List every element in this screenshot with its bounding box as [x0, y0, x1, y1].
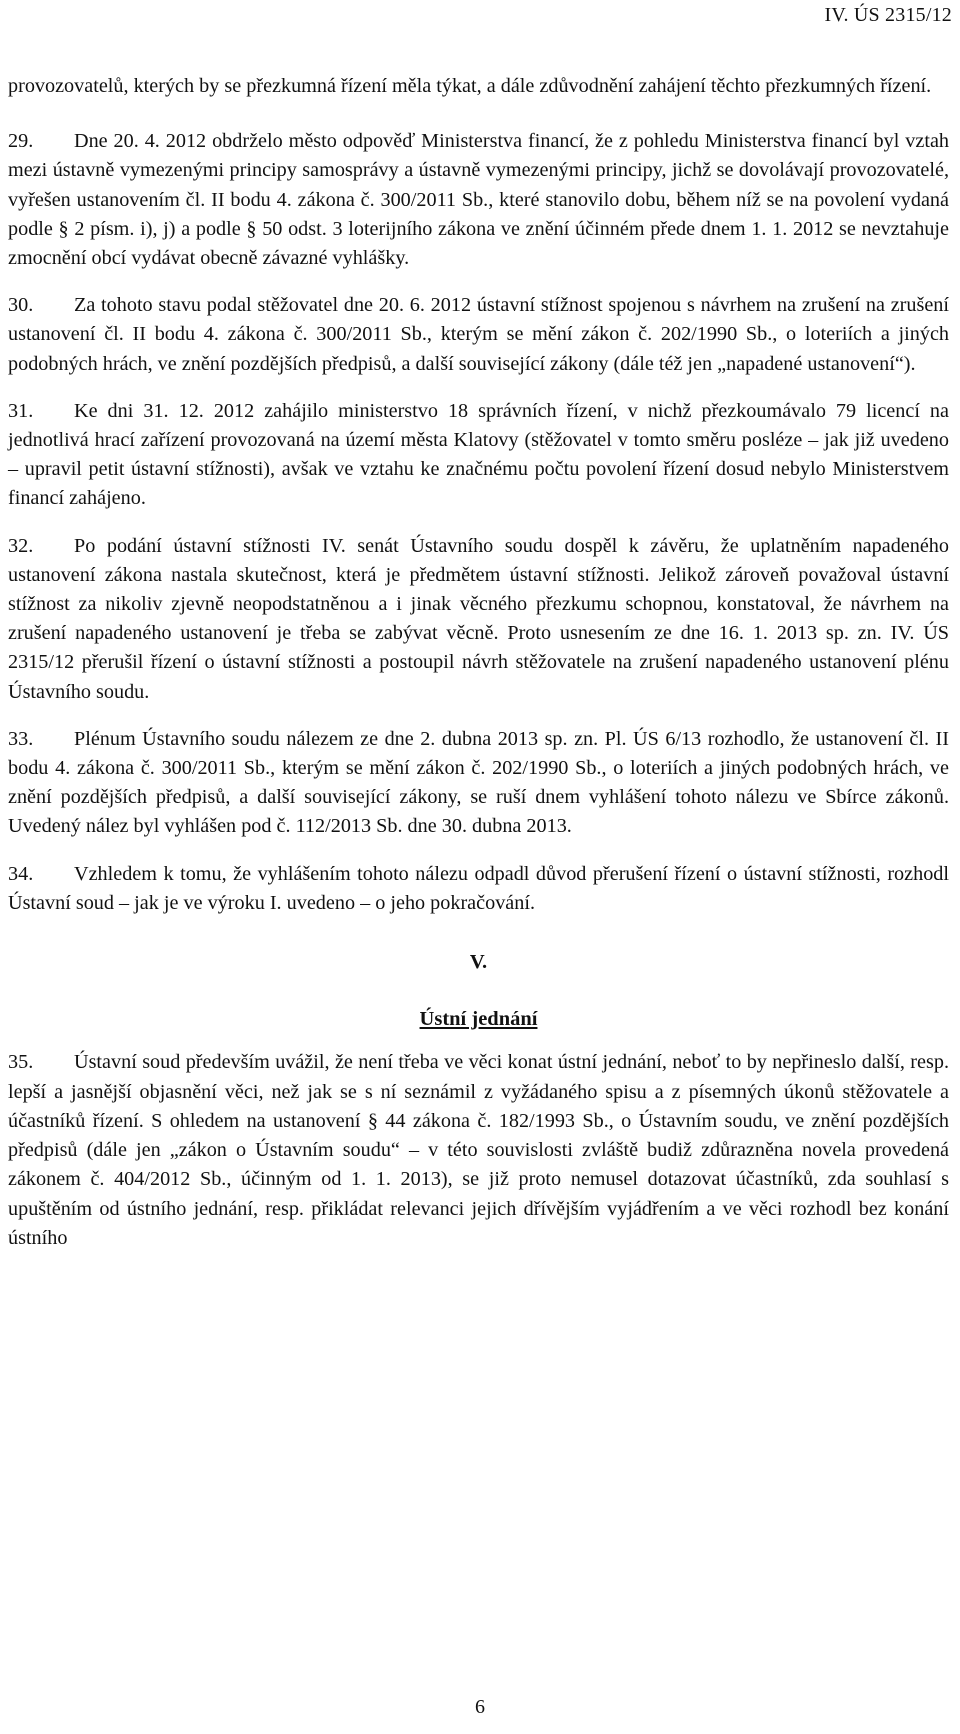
paragraph-29 [8, 127, 949, 273]
paragraph-number: 34. [8, 862, 34, 885]
paragraph-text: Vzhledem k tomu, že vyhlášením tohoto nálezu odpadl důvod přerušení řízení o ústavní stížnosti, rozhodl Ústavní soud – jak je ve výroku I. uvedeno – o jeho pokračování. [8, 862, 949, 914]
paragraph-number: 30. [8, 294, 34, 317]
paragraph-number: 35. [8, 1051, 34, 1074]
paragraph-number: 29. [8, 130, 34, 153]
paragraph-32 [8, 532, 949, 707]
page-number: 6 [475, 1696, 485, 1718]
case-reference: IV. ÚS 2315/12 [824, 4, 952, 26]
paragraph-number: 33. [8, 727, 34, 750]
paragraph-30 [8, 291, 949, 379]
paragraph-text: Po podání ústavní stížnosti IV. senát Ústavního soudu dospěl k závěru, že uplatněním napadeného ustanovení zákona nastala skutečnost, která je předmětem ústavní stížnosti. Jelikož zároveň považoval ústavní stížnost za nikoliv zjevně neopodstatněnou a i jinak věcného přezkumu schopnou, konstatoval, že návrhem na zrušení napadeného ustanovení je třeba se zabývat věcně. Proto usnesením ze dne 16. 1. 2013 sp. zn. IV. ÚS 2315/12 přerušil řízení o ústavní stížnosti a postoupil návrh stěžovatele na zrušení napadeného ustanovení plénu Ústavního soudu. [8, 534, 949, 703]
paragraph-text: provozovatelů, kterých by se přezkumná řízení měla týkat, a dále zdůvodnění zahájení těchto přezkumných řízení. [8, 75, 932, 97]
paragraph-number: 31. [8, 399, 34, 422]
paragraph-text: Ke dni 31. 12. 2012 zahájilo ministerstvo 18 správních řízení, v nichž přezkoumávalo 79 licencí na jednotlivá hrací zařízení provozovaná na území města Klatovy (stěžovatel v tomto směru posléze – jak již uvedeno – upravil petit ústavní stížnosti), avšak ve vztahu ke značnému počtu povolení řízení dosud nebylo Ministerstvem financí zahájeno. [8, 399, 949, 510]
paragraph-33 [8, 725, 949, 842]
section-title: Ústní jednání [419, 1008, 538, 1031]
paragraph-35 [8, 1048, 949, 1252]
document-body [8, 72, 949, 1271]
paragraph-text: Ústavní soud především uvážil, že není třeba ve věci konat ústní jednání, neboť to by nepřineslo další, resp. lepší a jasnější objasnění věci, než jak se s ní seznámil z vyžádaného spisu a z písemných úkonů stěžovatele a účastníků řízení. S ohledem na ustanovení § 44 zákona č. 182/1993 Sb., o Ústavním soudu, ve znění pozdějších předpisů (dále jen „zákon o Ústavním soudu“ – v této souvislosti zvláště budiž zdůrazněna novela provedená zákonem č. 404/2012 Sb., účinným od 1. 1. 2013), se již proto nemusel dotazovat účastníků, zda souhlasí s upuštěním od ústního jednání, resp. přikládat relevanci jejich dřívějším vyjádřením a ve věci rozhodl bez konání ústního [8, 1051, 949, 1249]
paragraph-34 [8, 860, 949, 918]
paragraph-31 [8, 397, 949, 514]
paragraph-text: Za tohoto stavu podal stěžovatel dne 20. 6. 2012 ústavní stížnost spojenou s návrhem na zrušení na zrušení ustanovení čl. II bodu 4. zákona č. 300/2011 Sb., kterým se mění zákon č. 202/1990 Sb., o loteriích a jiných podobných hrách, ve znění pozdějších předpisů, a další související zákony (dále též jen „napadené ustanovení“). [8, 294, 949, 375]
paragraph-text: Plénum Ústavního soudu nálezem ze dne 2. dubna 2013 sp. zn. Pl. ÚS 6/13 rozhodlo, že ustanovení čl. II bodu 4. zákona č. 300/2011 Sb., kterým se mění zákon č. 202/1990 Sb., o loteriích a jiných podobných hrách, ve znění pozdějších předpisů, a další související zákony, se ruší dnem vyhlášení tohoto nálezu ve Sbírce zákonů. Uvedený nález byl vyhlášen pod č. 112/2013 Sb. dne 30. dubna 2013. [8, 727, 949, 838]
paragraph-continuation [8, 72, 949, 101]
section-number: V. [469, 951, 488, 974]
paragraph-number: 32. [8, 534, 34, 557]
paragraph-text: Dne 20. 4. 2012 obdrželo město odpověď Ministerstva financí, že z pohledu Ministerstva financí byl vztah mezi ústavně vymezenými principy samosprávy a ústavně vymezenými principy, jichž se dovolávají provozovatelé, vyřešen ustanovením čl. II bodu 4. zákona č. 300/2011 Sb., které stanovilo dobu, během níž se na povolení vydaná podle § 2 písm. i), j) a podle § 50 odst. 3 loterijního zákona ve znění účinném přede dnem 1. 1. 2012 se nevztahuje zmocnění obcí vydávat obecně závazné vyhlášky. [8, 130, 949, 270]
